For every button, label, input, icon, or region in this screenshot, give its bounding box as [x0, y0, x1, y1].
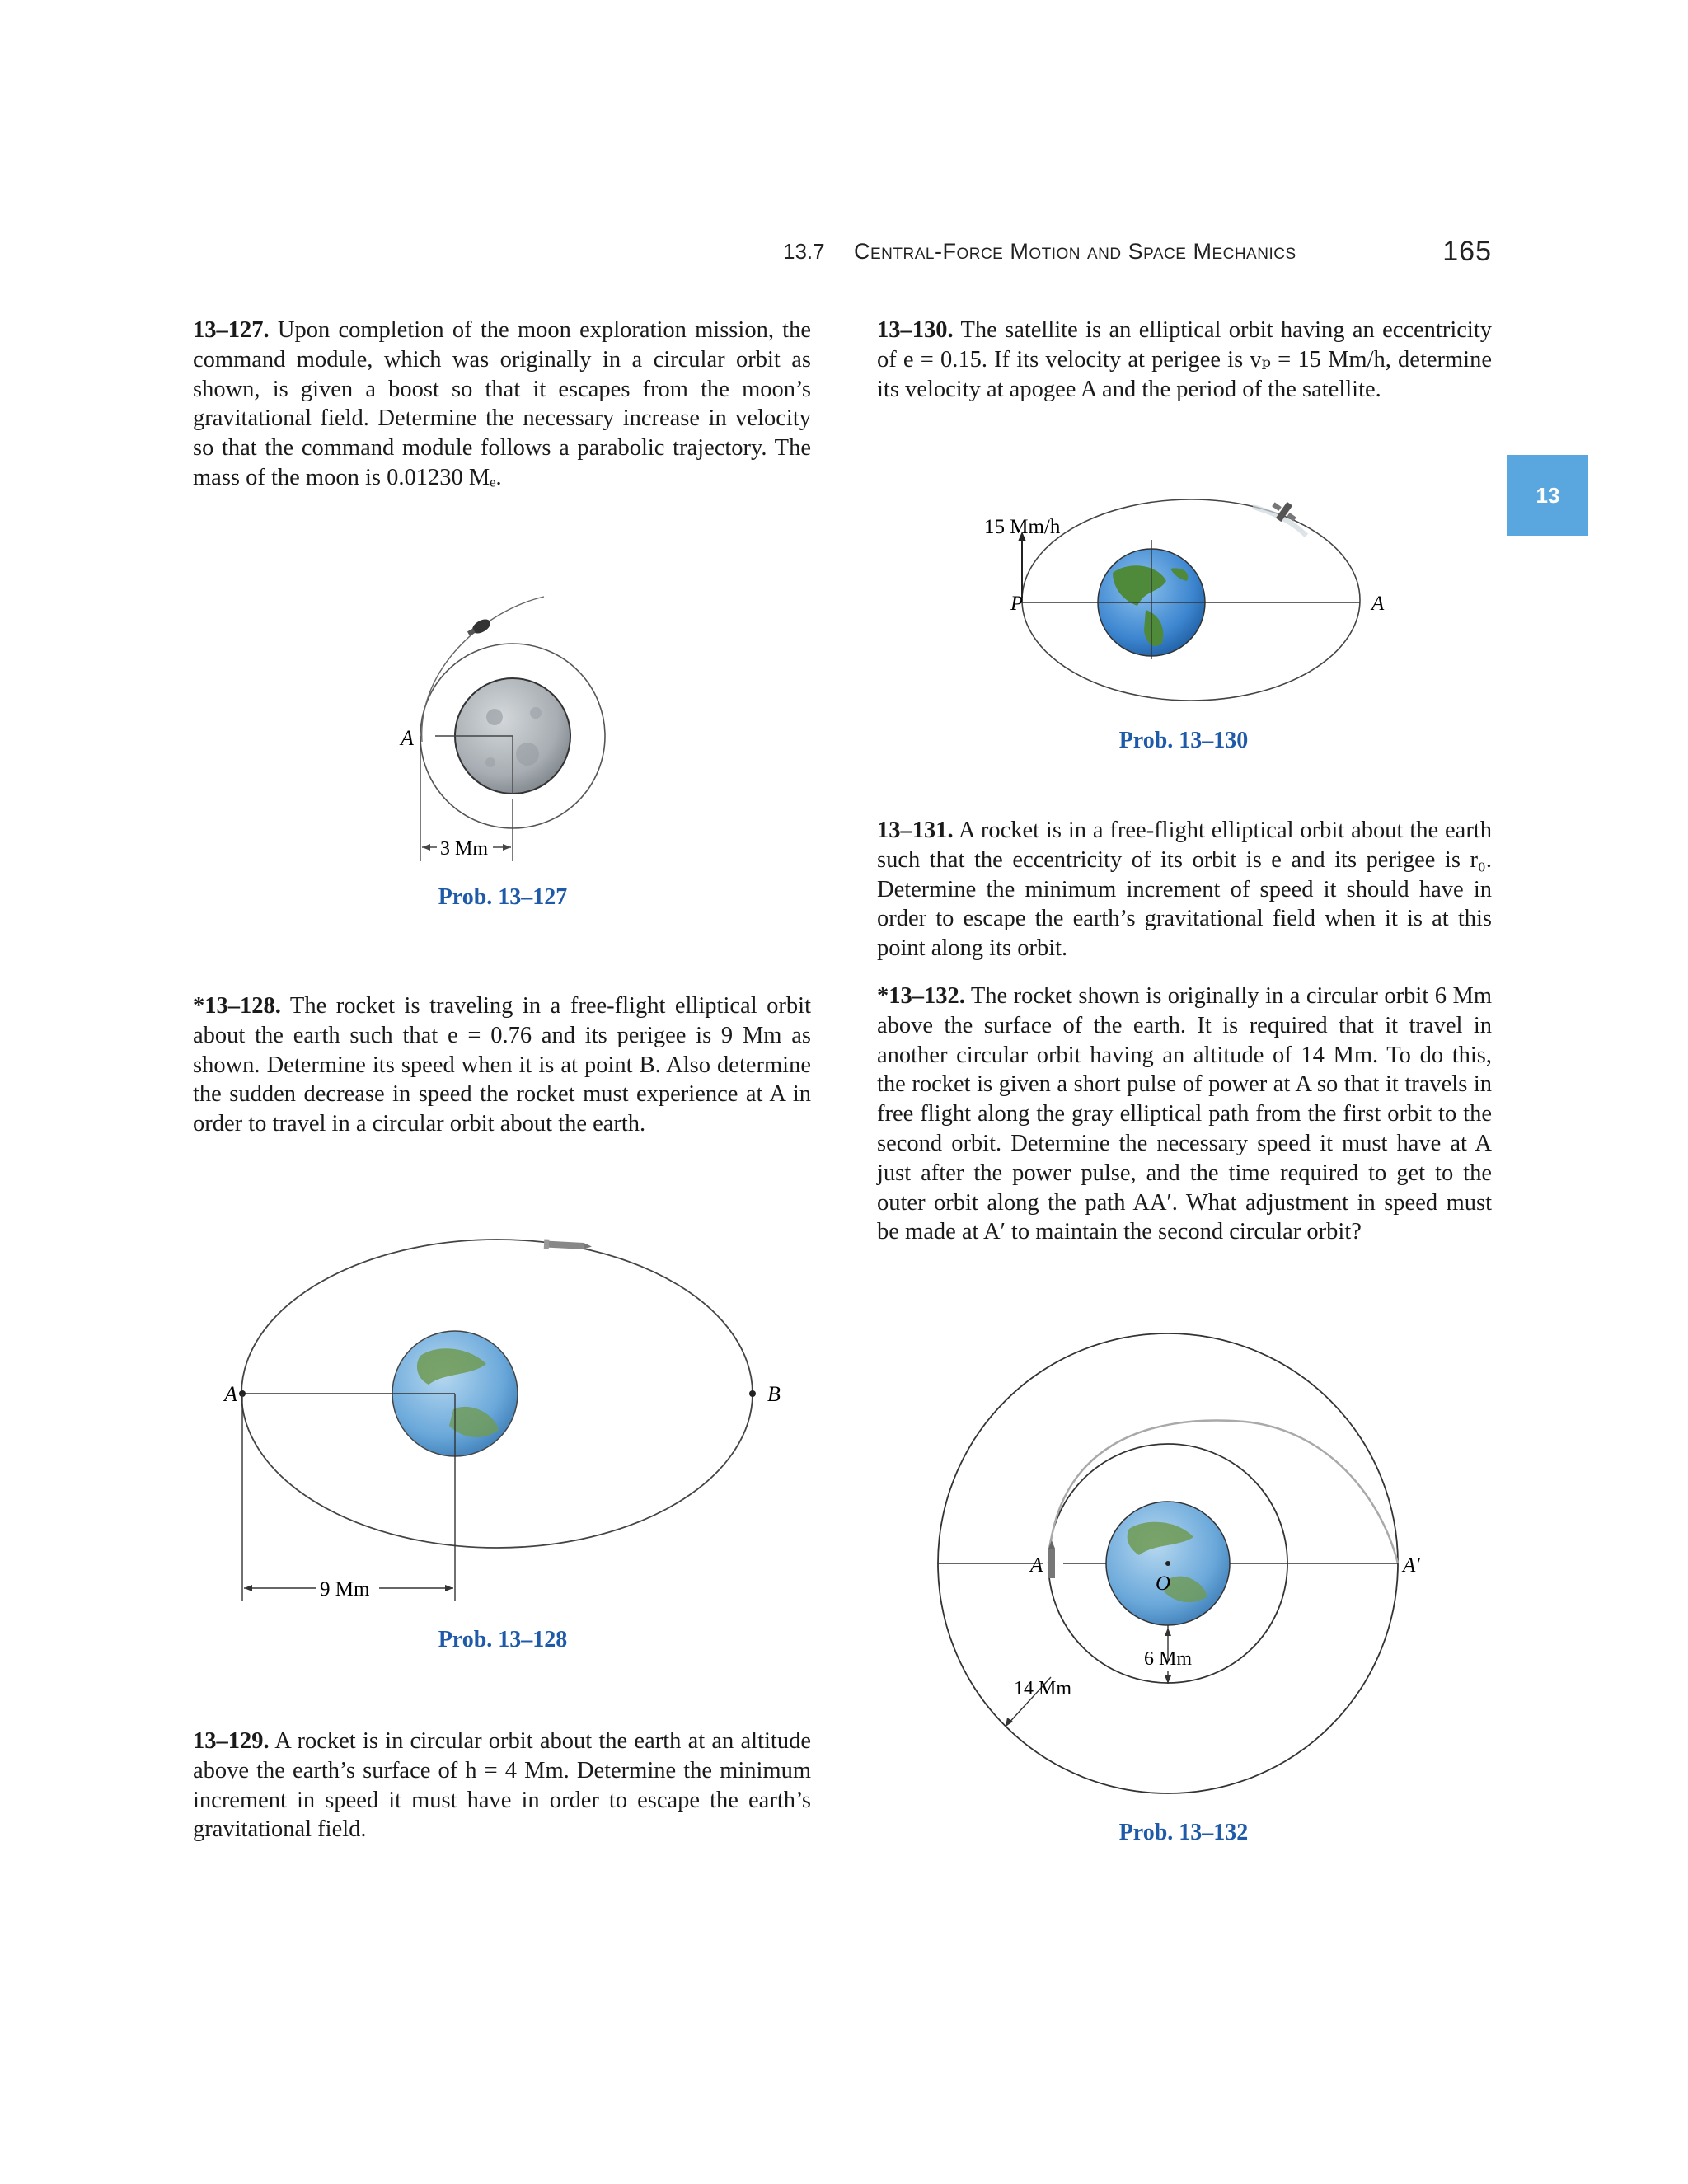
problem-text: The satellite is an elliptical orbit having an eccentricity of e = 0.15. If its velocity at perigee is vₚ = 15 Mm/h, determine its velocity at apogee A and the period of the satellite. [877, 317, 1492, 402]
problem-text: Upon completion of the moon exploration mission, the command module, which was originally in a circular orbit as shown, is given a boost so that it escapes from the moon’s gravitational field. Determine the necessary increase in velocity so that the command module follows a parabolic trajectory. The mass of the moon is 0.01230 Mₑ. [193, 317, 811, 490]
label-distance: 9 Mm [320, 1578, 370, 1601]
caption-13-128: Prob. 13–128 [438, 1627, 568, 1652]
label-outer-altitude: 14 Mm [1014, 1678, 1072, 1699]
problem-number: *13–128. [193, 993, 281, 1019]
section-number: 13.7 [783, 239, 825, 264]
figure-13-128 [223, 1232, 816, 1619]
problem-13-127 [193, 316, 811, 493]
caption-13-130: Prob. 13–130 [1118, 728, 1249, 753]
label-a: A [1372, 593, 1385, 615]
problem-number: 13–131. [877, 818, 954, 843]
label-a-prime: A′ [1403, 1554, 1420, 1577]
problem-13-130 [877, 316, 1492, 404]
label-a: A [401, 726, 414, 750]
problem-13-129 [193, 1727, 811, 1844]
problem-13-131 [877, 816, 1492, 963]
figure-13-130 [981, 490, 1409, 721]
problem-text: The rocket is traveling in a free-flight elliptical orbit about the earth such that e = 0.76 and its perigee is 9 Mm as shown. Determine its speed when it is at point B. Also determine the sudden decrease in speed the rocket must experience at A in order to travel in a circular orbit about the earth. [193, 993, 811, 1137]
running-header [783, 236, 1492, 272]
label-a: A [1030, 1554, 1043, 1577]
chapter-tab: 13 [1507, 455, 1588, 536]
problem-number: 13–129. [193, 1728, 270, 1754]
label-o: O [1156, 1572, 1171, 1595]
problem-text: A rocket is in a free-flight elliptical orbit about the earth such that the eccentricity of its orbit is e and its perigee is r₀. Determine the minimum increment of speed it should have in order to escape the earth’s gravitational field when it is at this point along its orbit. [877, 818, 1492, 962]
caption-13-132: Prob. 13–132 [1118, 1820, 1249, 1845]
label-radius: 3 Mm [440, 838, 489, 860]
problem-13-128 [193, 991, 811, 1139]
label-inner-altitude: 6 Mm [1144, 1648, 1193, 1670]
problem-number: *13–132. [877, 983, 965, 1009]
figure-13-127 [387, 577, 651, 874]
label-velocity: 15 Mm/h [984, 516, 1061, 538]
figure-13-132 [931, 1331, 1459, 1801]
section-title: Central-Force Motion and Space Mechanics [854, 239, 1296, 264]
label-b: B [767, 1382, 781, 1406]
label-p: P [1010, 593, 1024, 615]
problem-text: The rocket shown is originally in a circular orbit 6 Mm above the surface of the earth. It is required that it travel in another circular orbit having an altitude of 14 Mm. To do this, the rocket is given a short pulse of power at A so that it travels in free flight along the gray elliptical path from the first orbit to the second orbit. Determine the necessary speed it must have at A just after the power pulse, and the time required to get to the outer orbit along the path AA′. What adjustment in speed must be made at A′ to maintain the second circular orbit? [877, 983, 1492, 1245]
problem-number: 13–130. [877, 317, 954, 343]
problem-13-132 [877, 982, 1492, 1247]
problem-number: 13–127. [193, 317, 270, 343]
caption-13-127: Prob. 13–127 [438, 884, 568, 910]
label-a: A [224, 1382, 237, 1406]
problem-text: A rocket is in circular orbit about the earth at an altitude above the earth’s surface of h = 4 Mm. Determine the minimum increment in speed it must have in order to escape the earth’s gravitational field. [193, 1728, 811, 1843]
command-module-icon [466, 616, 493, 639]
page-number: 165 [1442, 236, 1492, 267]
